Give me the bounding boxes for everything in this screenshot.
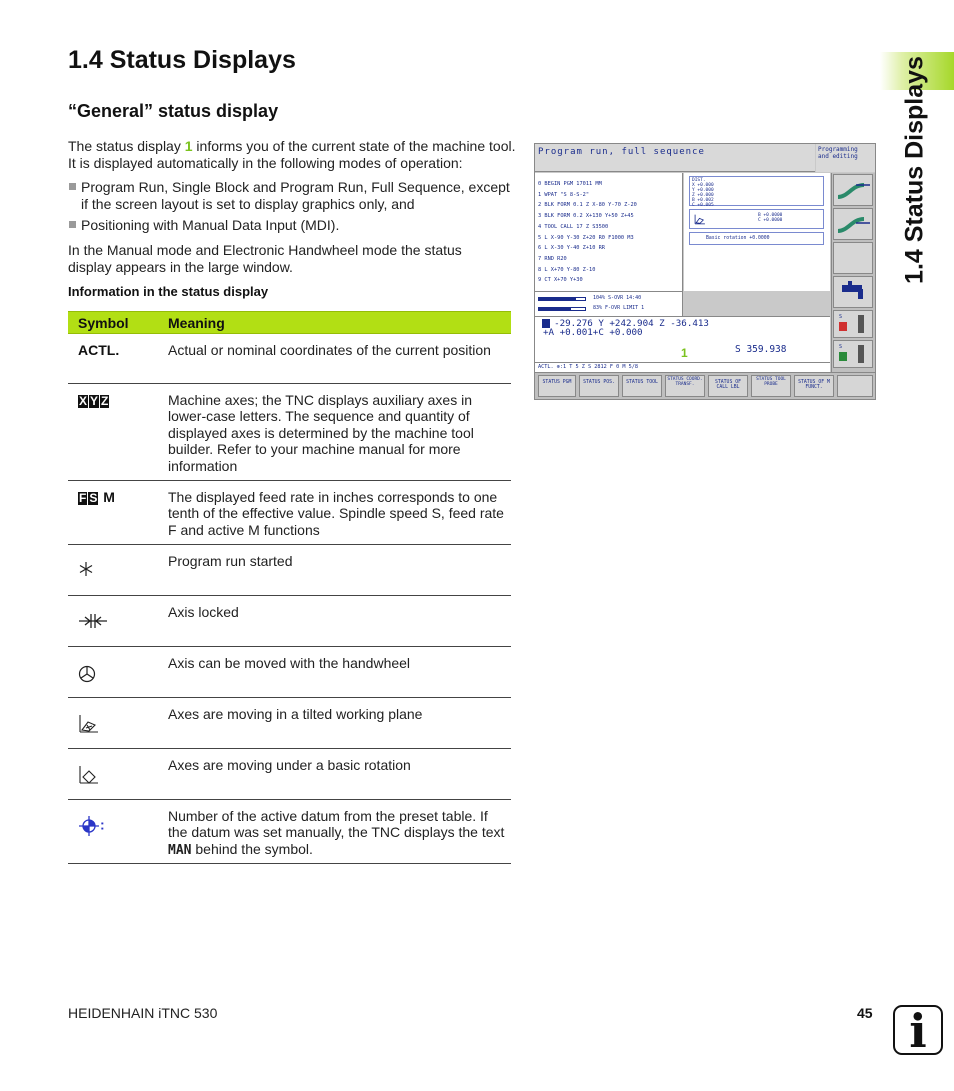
table-heading: Information in the status display: [68, 284, 269, 299]
symbol-table: [68, 311, 511, 864]
table-row: Axes are moving under a basic rotation: [68, 749, 511, 800]
page-number: 45: [857, 1005, 873, 1021]
list-item: Program Run, Single Block and Program Run, Full Sequence, except if the screen layout is set to display graphics only, and: [68, 179, 516, 212]
tilted-plane-icon: [694, 214, 706, 225]
table-row: Axes are moving in a tilted working plane: [68, 698, 511, 749]
softkey-empty[interactable]: [837, 375, 873, 397]
softkey-status-call-lbl[interactable]: STATUS OF CALL LBL: [708, 375, 748, 397]
override-panel: 104% S-OVR 14:40 83% F-OVR LIMIT 1: [535, 291, 683, 316]
program-line: 8 L X+70 Y-80 Z-10: [538, 266, 596, 273]
spindle-speed: S 359.938: [735, 344, 787, 355]
table-row: Program run started: [68, 545, 511, 596]
basic-rotation-box: Basic rotation +0.0000: [689, 232, 824, 245]
bullet-list: [68, 179, 516, 234]
program-run-started-icon: [78, 561, 94, 580]
table-row: : Number of the active datum from the preset table. If the datum was set manually, the TNC displays the text MAN behind the symbol.: [68, 800, 511, 864]
table-row: X Y Z Machine axes; the TNC displays auxiliary axes in lower-case letters. The sequence and quantity of displayed axes is determined by the machine tool builder. Refer to your machine manual for more information: [68, 384, 511, 481]
section-heading: 1.4 Status Displays: [68, 46, 296, 74]
softkey-smooth-in-button[interactable]: [833, 174, 873, 206]
callout-number: 1: [184, 138, 193, 154]
paragraph-manual-mode: In the Manual mode and Electronic Handwheel mode the status display appears in the large window.: [68, 242, 462, 275]
header-symbol: Symbol: [78, 314, 129, 331]
softkey-status-pos[interactable]: STATUS POS.: [579, 375, 619, 397]
header-meaning: Meaning: [168, 314, 225, 331]
smooth-path-icon: [834, 175, 872, 205]
softkey-status-tool-probe[interactable]: STATUS TOOL PROBE: [751, 375, 791, 397]
softkey-status-pgm[interactable]: STATUS PGM: [538, 375, 576, 397]
program-window: [535, 173, 683, 291]
status-bar: ACTL. ⊕:1 T 5 Z S 2812 F 0 M 5/8: [535, 362, 830, 372]
basic-rotation-icon: [78, 765, 100, 788]
program-line: 7 RND R20: [538, 255, 567, 262]
intro-paragraph: The status display 1 informs you of the current state of the machine tool. It is displayed automatically in the following modes of operation:: [68, 138, 516, 171]
screen-mode-title: Program run, full sequence: [538, 147, 705, 157]
program-line: 6 L X-30 Y-40 Z+10 RR: [538, 245, 605, 252]
start-indicator-icon: [839, 352, 847, 361]
symbol-axis-keys: X Y Z: [79, 394, 109, 408]
screen-header: [535, 144, 815, 172]
program-line: 1 WPAT "S 8-S-2": [538, 191, 590, 198]
table-row: F S M The displayed feed rate in inches corresponds to one tenth of the effective value. Spindle speed S, feed rate F and active M functions: [68, 481, 511, 545]
table-row: Axis can be moved with the handwheel: [68, 647, 511, 698]
softkey-empty[interactable]: [833, 242, 873, 274]
program-line: 9 CT X+70 Y+30: [538, 277, 583, 284]
bullet-square-icon: [69, 183, 76, 190]
distance-box: DIST. X +0.000 Y +0.000 Z +0.000 B +0.002 C +0.005: [689, 176, 824, 206]
softkey-status-tool[interactable]: STATUS TOOL: [622, 375, 662, 397]
spindle-override-bar: [538, 297, 586, 301]
smooth-path-icon: [834, 209, 872, 239]
info-icon: i: [893, 1005, 943, 1055]
spindle-start-button[interactable]: S: [833, 340, 873, 368]
spindle-icon: [858, 315, 864, 333]
side-section-title: 1.4 Status Displays: [900, 56, 929, 284]
list-item: Positioning with Manual Data Input (MDI).: [68, 217, 516, 234]
program-line: 5 L X-90 Y-30 Z+20 R0 F1000 M3: [538, 234, 634, 241]
softkey-status-coord-transf[interactable]: STATUS COORD. TRANSF.: [665, 375, 705, 397]
table-row: ACTL. Actual or nominal coordinates of the current position: [68, 334, 511, 384]
status-window: [684, 173, 830, 291]
spindle-icon: [858, 345, 864, 363]
program-line: 3 BLK FORM 0.2 X+130 Y+50 Z+45: [538, 213, 634, 220]
program-line: 2 BLK FORM 0.1 Z X-80 Y-70 Z-20: [538, 202, 637, 209]
feed-override-bar: [538, 307, 586, 311]
softkey-status-m-funct[interactable]: STATUS OF M FUNCT.: [794, 375, 834, 397]
stop-indicator-icon: [839, 322, 847, 331]
vertical-softkey-bar: [831, 173, 875, 372]
subheading: “General” status display: [68, 101, 279, 121]
mode-indicator: Programming and editing: [816, 144, 875, 172]
symbol-actl: ACTL.: [78, 342, 120, 358]
program-lines: [538, 179, 637, 286]
table-header: [68, 311, 511, 334]
program-line: 0 BEGIN PGM 17011 MM: [538, 181, 602, 187]
softkey-coolant-button[interactable]: [833, 276, 873, 308]
bullet-square-icon: [69, 221, 76, 228]
footer-product: HEIDENHAIN iTNC 530: [68, 1005, 218, 1021]
symbol-fsm-keys: F S M: [79, 489, 115, 505]
spindle-stop-button[interactable]: S: [833, 310, 873, 338]
tilted-plane-icon: [78, 714, 100, 737]
coolant-tap-icon: [834, 277, 872, 307]
softkey-smooth-out-button[interactable]: [833, 208, 873, 240]
softkey-bar: [535, 372, 875, 399]
cnc-screenshot: [534, 143, 876, 400]
table-row: Axis locked: [68, 596, 511, 647]
handwheel-icon: [78, 665, 96, 686]
datum-icon: :: [78, 816, 105, 836]
position-display: [535, 316, 830, 362]
axis-locked-icon: [78, 612, 108, 633]
callout-1: 1: [681, 346, 688, 360]
coordinate-lines: X -29.276 Y +242.904 Z -36.413 +A +0.001+C +0.000: [543, 318, 709, 338]
program-line: 4 TOOL CALL 17 Z S3500: [538, 223, 609, 230]
rotation-box: B +0.0000 C +0.0000: [689, 209, 824, 229]
